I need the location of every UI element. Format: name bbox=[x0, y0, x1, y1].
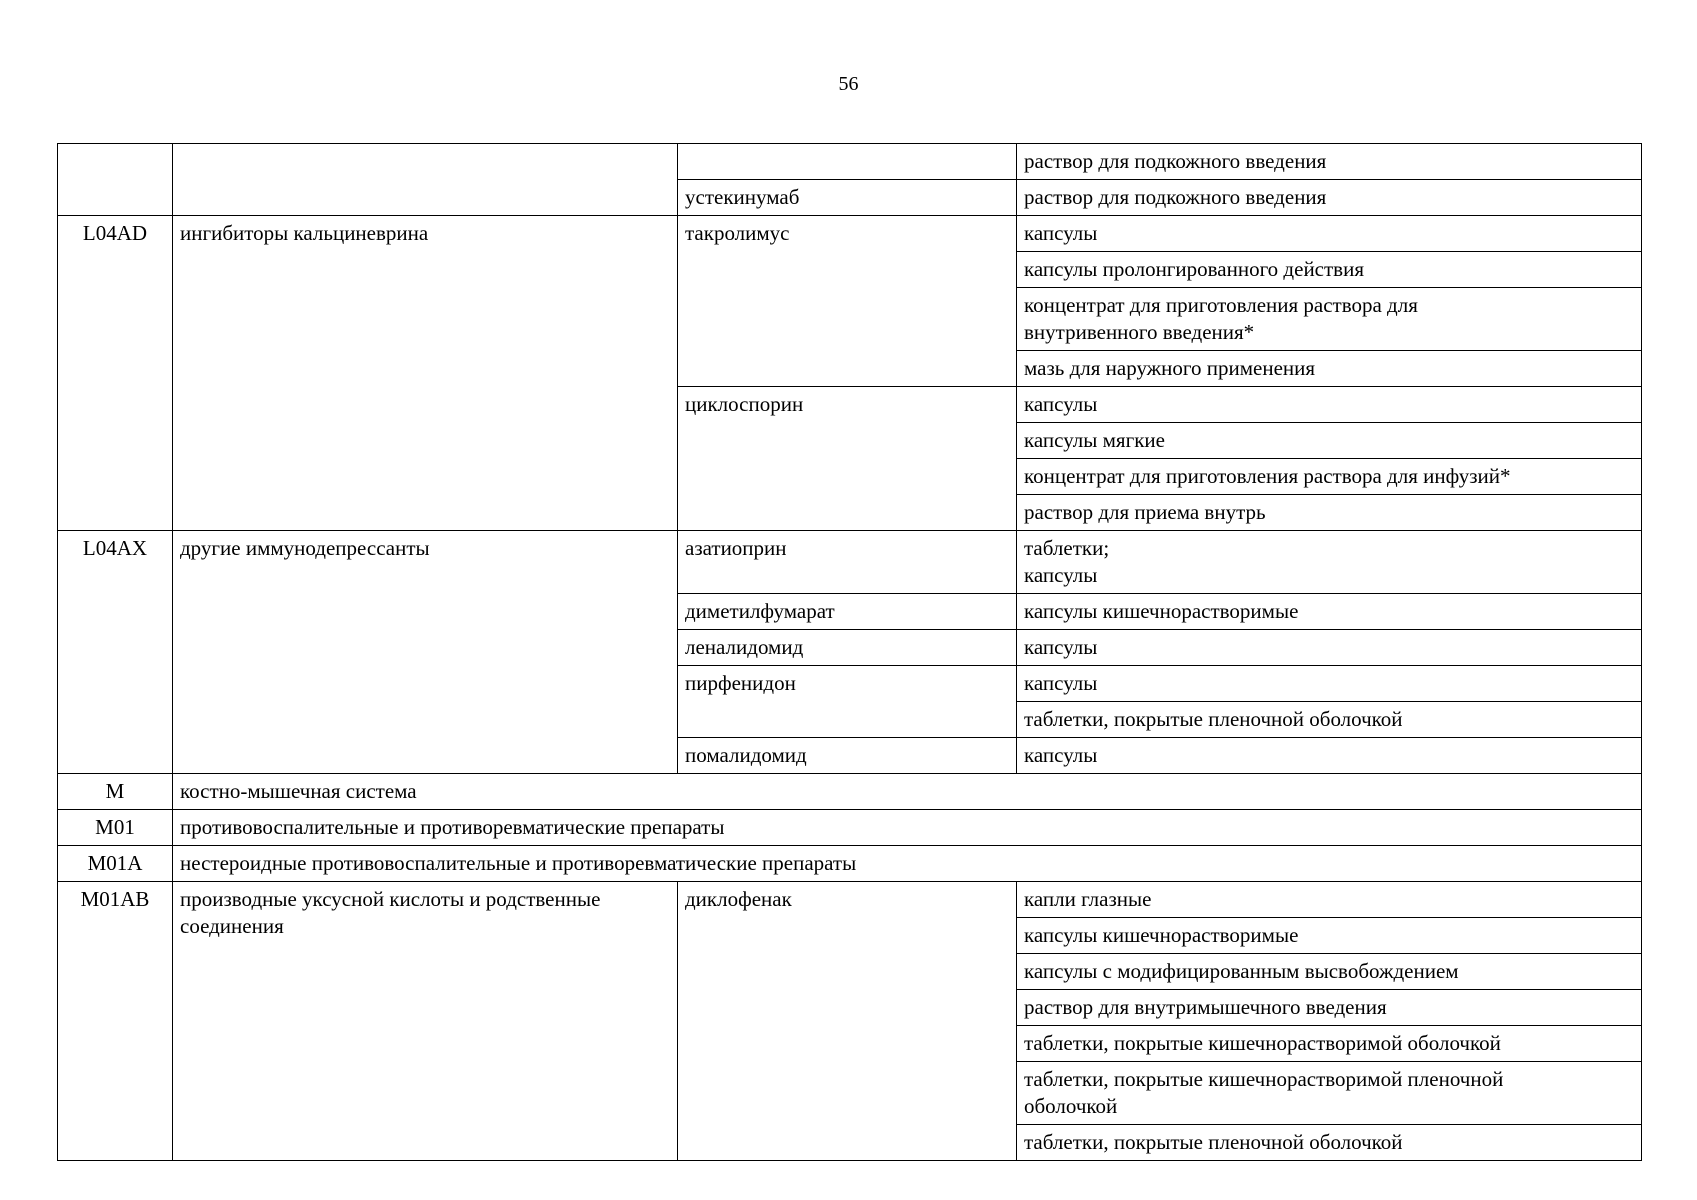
atc-code-cell: M01 bbox=[58, 810, 173, 846]
drug-name-cell: циклоспорин bbox=[678, 387, 1017, 531]
atc-group-line: производные уксусной кислоты и родственные bbox=[180, 887, 601, 911]
dosage-form-line: оболочкой bbox=[1024, 1094, 1118, 1118]
dosage-form-cell bbox=[1017, 1062, 1642, 1125]
page-number: 56 bbox=[838, 73, 859, 95]
dosage-form-line: капсулы bbox=[1024, 563, 1098, 587]
atc-group-cell: нестероидные противовоспалительные и противоревматические препараты bbox=[173, 846, 1642, 882]
dosage-form-cell: раствор для подкожного введения bbox=[1017, 180, 1642, 216]
atc-group-cell bbox=[173, 144, 678, 216]
atc-group-cell: костно-мышечная система bbox=[173, 774, 1642, 810]
atc-group-cell: противовоспалительные и противоревматические препараты bbox=[173, 810, 1642, 846]
dosage-form-cell: таблетки, покрытые пленочной оболочкой bbox=[1017, 1125, 1642, 1161]
table-row bbox=[58, 846, 1642, 882]
drug-name-cell: устекинумаб bbox=[678, 180, 1017, 216]
table-row bbox=[58, 810, 1642, 846]
table-row bbox=[58, 531, 1642, 594]
dosage-form-cell: капсулы кишечнорастворимые bbox=[1017, 918, 1642, 954]
drug-name-cell: такролимус bbox=[678, 216, 1017, 387]
atc-code-cell: M bbox=[58, 774, 173, 810]
drug-name-cell: леналидомид bbox=[678, 630, 1017, 666]
dosage-form-cell: капли глазные bbox=[1017, 882, 1642, 918]
atc-group-cell: ингибиторы кальциневрина bbox=[173, 216, 678, 531]
dosage-form-line: внутривенного введения* bbox=[1024, 320, 1255, 344]
drug-table bbox=[57, 143, 1642, 1161]
dosage-form-cell: капсулы bbox=[1017, 738, 1642, 774]
dosage-form-line: концентрат для приготовления раствора для bbox=[1024, 293, 1418, 317]
dosage-form-cell: капсулы bbox=[1017, 387, 1642, 423]
dosage-form-cell: таблетки, покрытые кишечнорастворимой оболочкой bbox=[1017, 1026, 1642, 1062]
dosage-form-cell: капсулы с модифицированным высвобождением bbox=[1017, 954, 1642, 990]
table-row bbox=[58, 216, 1642, 252]
atc-code-cell: M01AB bbox=[58, 882, 173, 1161]
dosage-form-cell: раствор для приема внутрь bbox=[1017, 495, 1642, 531]
dosage-form-cell: таблетки, покрытые пленочной оболочкой bbox=[1017, 702, 1642, 738]
atc-code-cell: M01A bbox=[58, 846, 173, 882]
table-row bbox=[58, 882, 1642, 918]
dosage-form-line: таблетки, покрытые кишечнорастворимой пленочной bbox=[1024, 1067, 1504, 1091]
atc-group-line: соединения bbox=[180, 914, 284, 938]
atc-group-cell: другие иммунодепрессанты bbox=[173, 531, 678, 774]
dosage-form-cell: раствор для внутримышечного введения bbox=[1017, 990, 1642, 1026]
atc-group-cell bbox=[173, 882, 678, 1161]
dosage-form-cell: капсулы bbox=[1017, 666, 1642, 702]
drug-name-cell bbox=[678, 144, 1017, 180]
dosage-form-cell: концентрат для приготовления раствора для инфузий* bbox=[1017, 459, 1642, 495]
dosage-form-line: таблетки; bbox=[1024, 536, 1110, 560]
dosage-form-cell: капсулы bbox=[1017, 216, 1642, 252]
drug-name-cell: диклофенак bbox=[678, 882, 1017, 1161]
atc-code-cell: L04AX bbox=[58, 531, 173, 774]
atc-code-cell bbox=[58, 144, 173, 216]
dosage-form-cell bbox=[1017, 531, 1642, 594]
dosage-form-cell bbox=[1017, 288, 1642, 351]
atc-code-cell: L04AD bbox=[58, 216, 173, 531]
dosage-form-cell: капсулы кишечнорастворимые bbox=[1017, 594, 1642, 630]
table-row bbox=[58, 774, 1642, 810]
drug-name-cell: азатиоприн bbox=[678, 531, 1017, 594]
drug-name-cell: пирфенидон bbox=[678, 666, 1017, 738]
drug-name-cell: диметилфумарат bbox=[678, 594, 1017, 630]
drug-name-cell: помалидомид bbox=[678, 738, 1017, 774]
dosage-form-cell: капсулы мягкие bbox=[1017, 423, 1642, 459]
dosage-form-cell: капсулы пролонгированного действия bbox=[1017, 252, 1642, 288]
dosage-form-cell: мазь для наружного применения bbox=[1017, 351, 1642, 387]
dosage-form-cell: капсулы bbox=[1017, 630, 1642, 666]
dosage-form-cell: раствор для подкожного введения bbox=[1017, 144, 1642, 180]
table-row bbox=[58, 144, 1642, 180]
